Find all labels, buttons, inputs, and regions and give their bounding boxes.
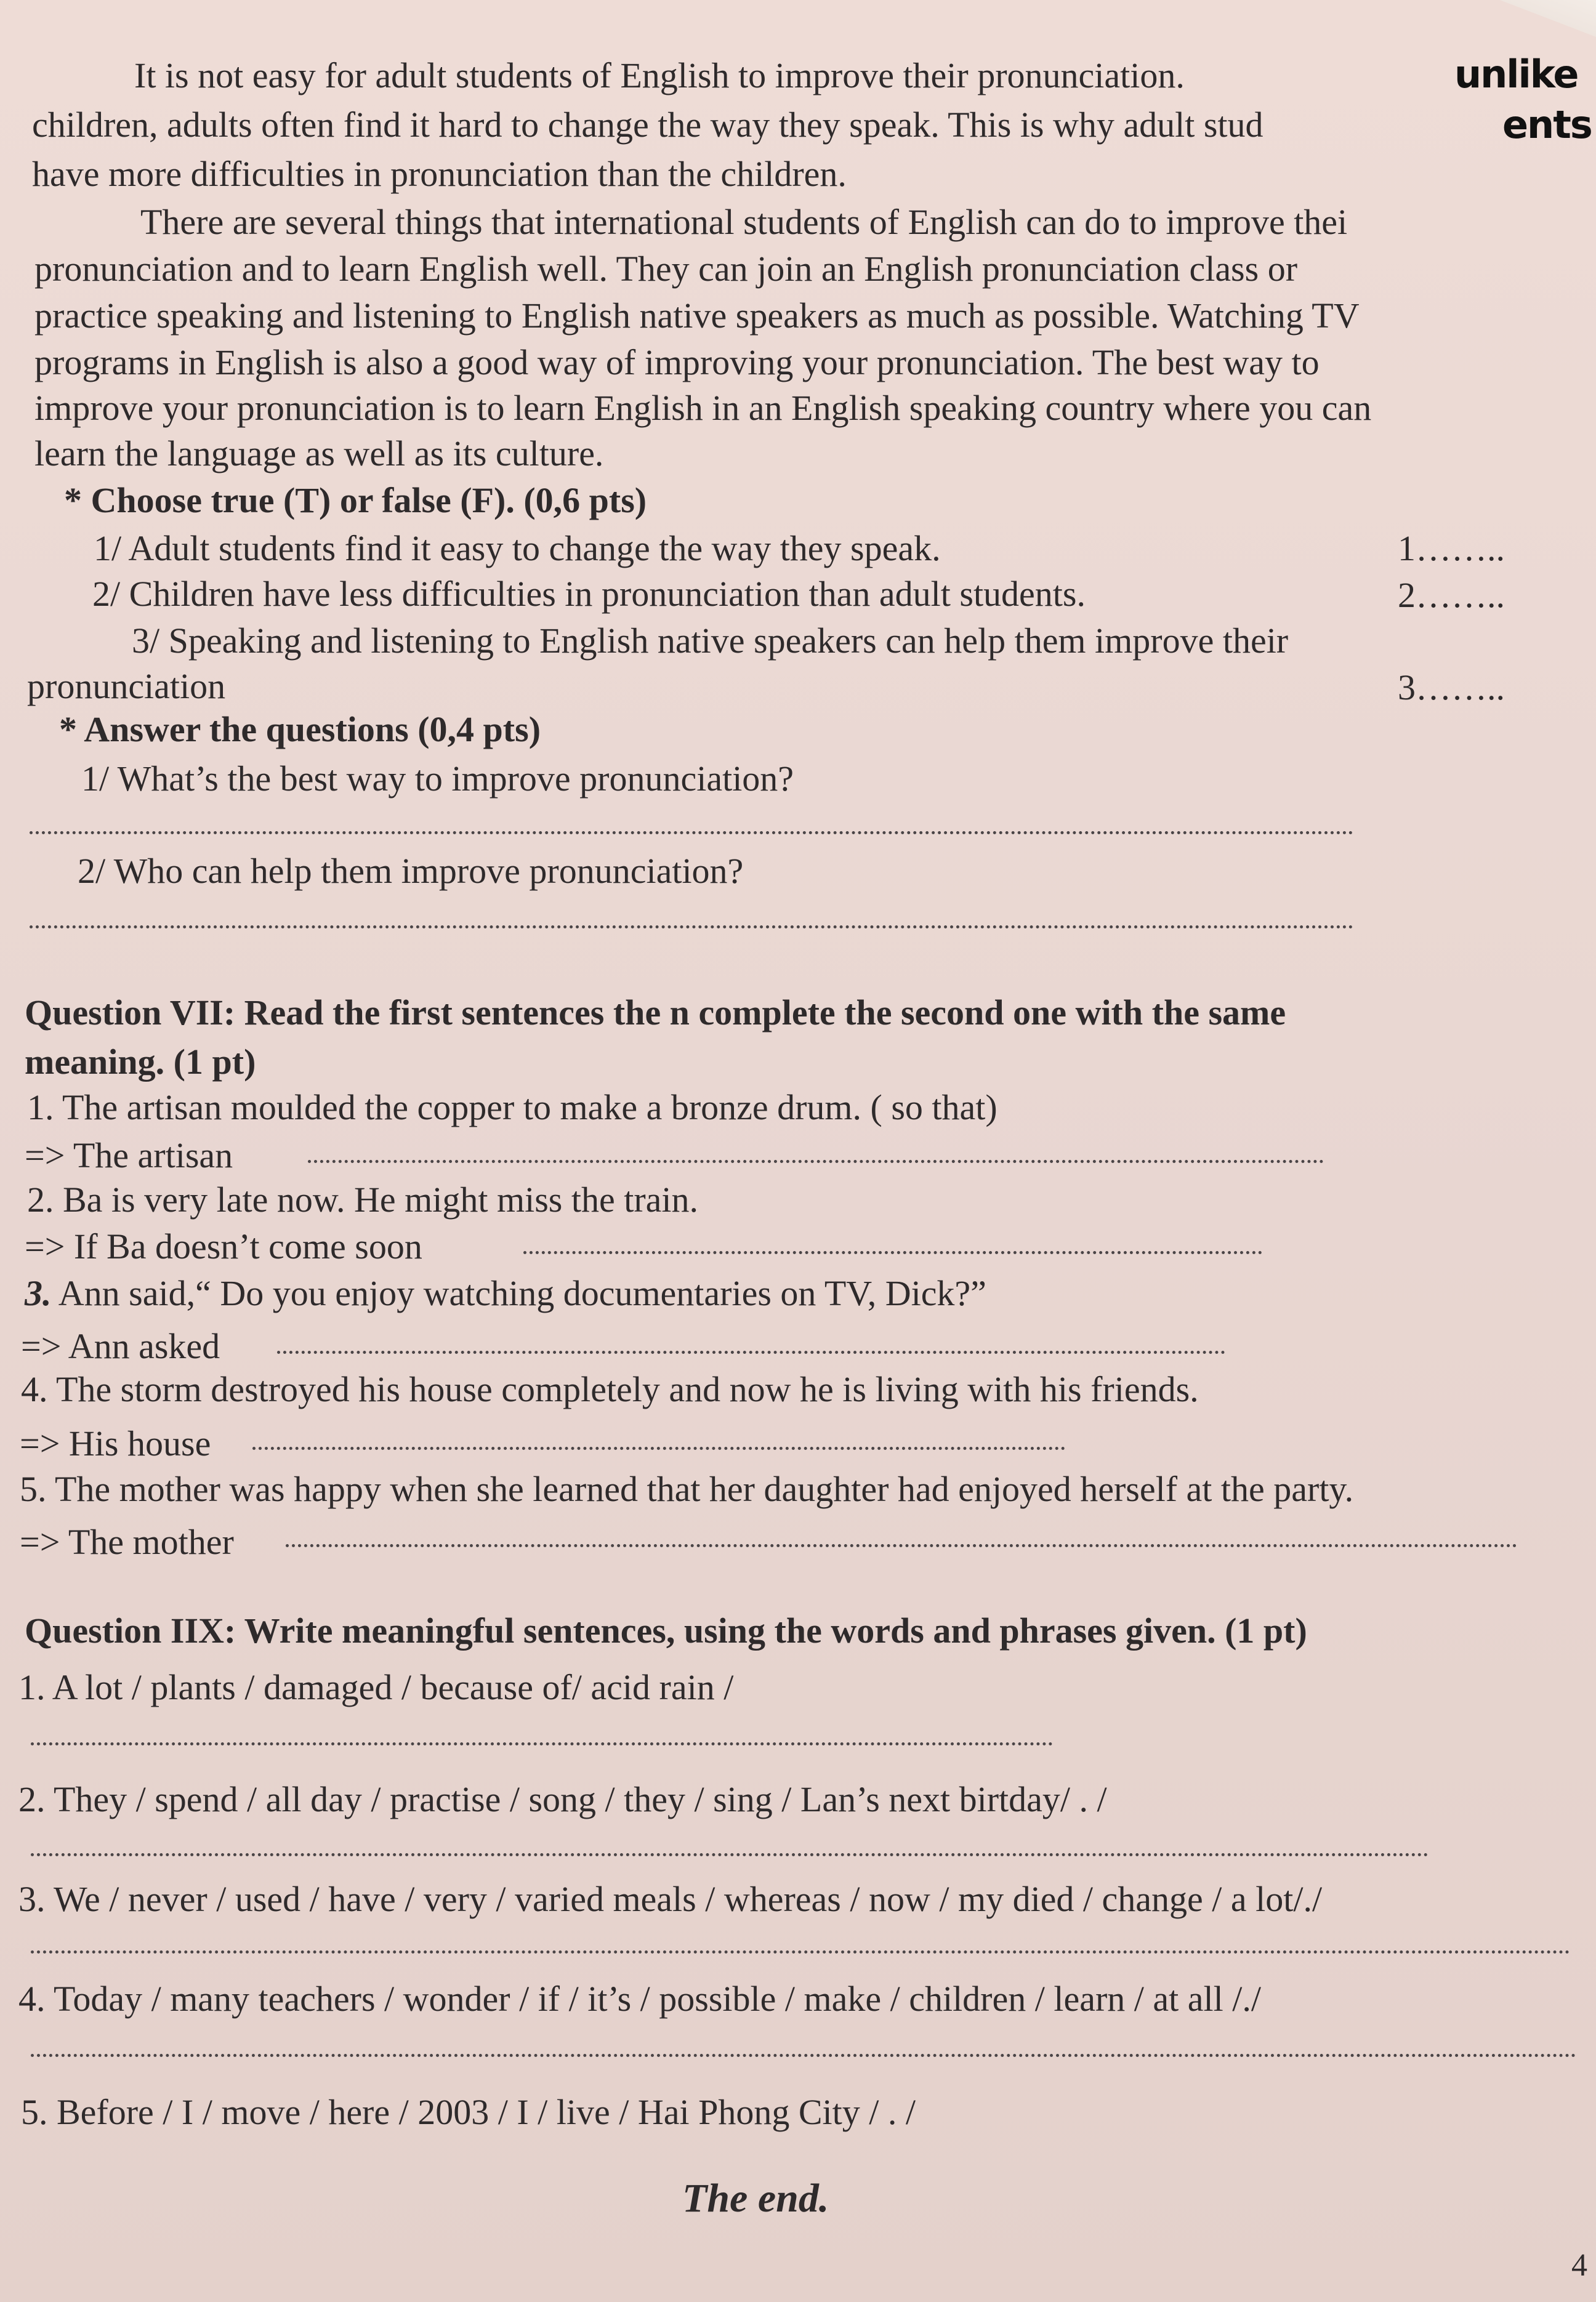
answer-line[interactable] [277,1351,1225,1354]
answer-line[interactable] [286,1544,1517,1547]
q8-prompt: 1. A lot / plants / damaged / because of/ acid rain / [18,1667,734,1707]
true-false-heading: * Choose true (T) or false (F). (0,6 pts) [64,480,647,520]
q7-sentence: 4. The storm destroyed his house completely and now he is living with his friends. [21,1369,1199,1409]
q7-prompt: => The artisan [25,1135,233,1175]
answer-line[interactable] [30,831,1353,834]
true-false-question: 3/ Speaking and listening to English native speakers can help them improve their [132,621,1289,661]
q8-prompt: 3. We / never / used / have / very / varied meals / whereas / now / my died / change / a lot/./ [18,1879,1323,1919]
q8-prompt: 2. They / spend / all day / practise / song / they / sing / Lan’s next birtday/ . / [18,1779,1107,1819]
answer-line[interactable] [252,1447,1065,1450]
passage-line: programs in English is also a good way of improving your pronunciation. The best way to [34,342,1320,382]
q7-prompt: => Ann asked [21,1326,220,1366]
q7-prompt: => His house [20,1423,211,1463]
q7-sentence: 5. The mother was happy when she learned that her daughter had enjoyed herself at the party. [20,1469,1354,1509]
answer-line[interactable] [30,925,1353,928]
true-false-question-cont: pronunciation [27,666,226,706]
handwritten-note: unlike [1454,52,1578,97]
passage-line: learn the language as well as its culture. [34,433,604,473]
answer-line[interactable] [308,1160,1324,1163]
q7-sentence: 2. Ba is very late now. He might miss the train. [27,1180,698,1220]
question-7-heading-cont: meaning. (1 pt) [25,1042,256,1082]
answer-questions-heading: * Answer the questions (0,4 pts) [59,709,541,749]
answer-line[interactable] [31,1853,1429,1856]
answer-line[interactable] [31,1742,1053,1745]
page-number: 4 [1571,2248,1587,2283]
true-false-question: 1/ Adult students find it easy to change the way they speak. [94,528,941,568]
answer-line[interactable] [523,1251,1262,1254]
q7-sentence: 1. The artisan moulded the copper to make a bronze drum. ( so that) [27,1087,997,1127]
handwritten-note: ents [1502,102,1592,147]
passage-line: It is not easy for adult students of English to improve their pronunciation. [134,55,1185,95]
passage-line: children, adults often find it hard to change the way they speak. This is why adult stud [32,105,1264,145]
q7-sentence-text: Ann said,“ Do you enjoy watching documentaries on TV, Dick?” [51,1273,986,1313]
answer-line[interactable] [31,1950,1570,1954]
passage-line: pronunciation and to learn English well. They can join an English pronunciation class or [34,249,1298,289]
q7-prompt: => If Ba doesn’t come soon [25,1226,422,1266]
folded-corner [1436,0,1596,37]
q8-prompt: 4. Today / many teachers / wonder / if / it’s / possible / make / children / learn / at all /./ [18,1979,1261,2019]
q7-prompt: => The mother [20,1522,234,1562]
answer-blank[interactable]: 3…….. [1398,667,1505,707]
q8-prompt: 5. Before / I / move / here / 2003 / I / live / Hai Phong City / . / [21,2092,916,2132]
passage-line: There are several things that international students of English can do to improve thei [140,202,1348,242]
passage-line: practice speaking and listening to English native speakers as much as possible. Watching TV [34,296,1360,336]
answer-blank[interactable]: 1…….. [1398,528,1505,568]
question-8-heading: Question IIX: Write meaningful sentences, using the words and phrases given. (1 pt) [25,1611,1307,1651]
true-false-question: 2/ Children have less difficulties in pronunciation than adult students. [92,574,1086,614]
open-question: 1/ What’s the best way to improve pronunciation? [81,759,794,799]
open-question: 2/ Who can help them improve pronunciation? [78,851,744,891]
q7-sentence-3 [25,1272,986,1315]
passage-line: improve your pronunciation is to learn English in an English speaking country where you can [34,388,1372,428]
question-7-heading: Question VII: Read the first sentences the n complete the second one with the same [25,992,1286,1032]
answer-line[interactable] [31,2054,1576,2057]
q7-sentence-number: 3. [25,1273,52,1313]
passage-line: have more difficulties in pronunciation than the children. [32,154,847,194]
end-marker: The end. [682,2176,829,2221]
answer-blank[interactable]: 2…….. [1398,575,1505,615]
